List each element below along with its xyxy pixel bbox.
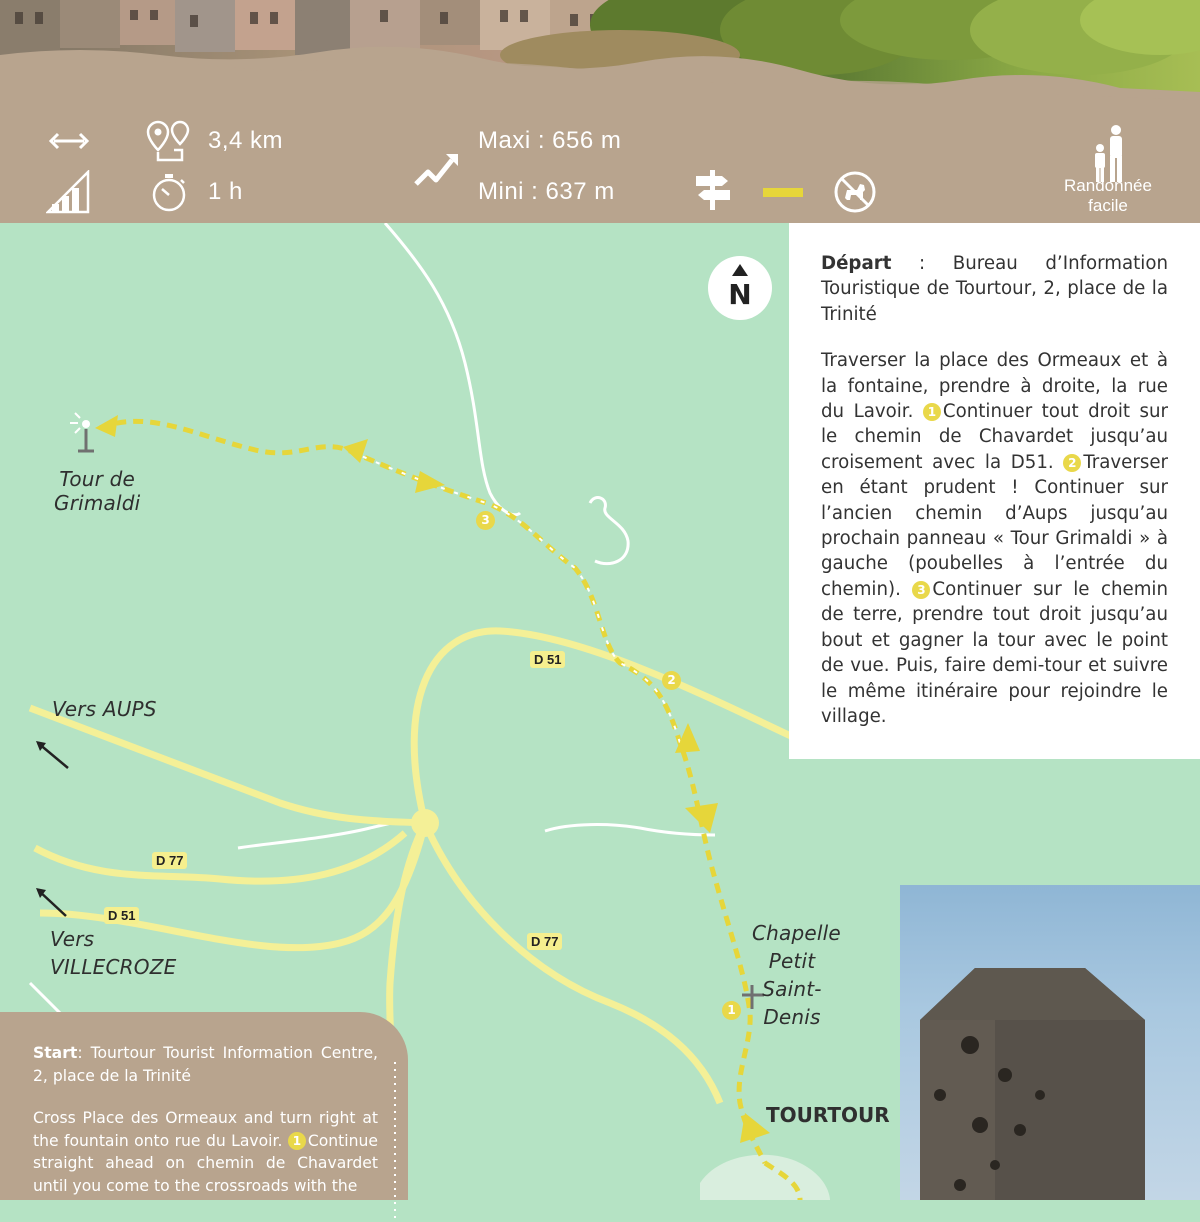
route-text-fr-3: Traverser en étant prudent ! Continuer sur l’ancien chemin d’Aups jusqu’au prochain panneau « Tour Grimaldi » à gauche (poubelles à l’entrée du chemin).	[821, 451, 1168, 600]
signpost-icon	[692, 168, 734, 212]
elevation-arrow-icon	[412, 150, 462, 190]
altitude-min: Mini : 637 m	[478, 178, 615, 205]
dotted-divider	[392, 1062, 398, 1222]
start-text-fr: : Bureau d’Information Touristique de Tourtour, 2, place de la Trinité	[821, 253, 1168, 325]
start-label-en: Start	[33, 1044, 78, 1062]
chapelle-line-1: Chapelle	[752, 921, 841, 945]
north-arrow	[708, 256, 772, 320]
route-text-fr-2: Continuer tout droit sur le chemin de Chavardet jusqu’au croisement avec la D51.	[821, 401, 1168, 473]
villecroze-label	[50, 925, 176, 981]
chapelle-line-2: Petit	[768, 949, 816, 973]
difficulty-line-2: facile	[1088, 196, 1128, 215]
north-label: N	[728, 278, 752, 311]
road-d77-west	[35, 833, 405, 881]
two-way-arrow-icon	[48, 130, 90, 152]
step-badge-2-fr: 2	[1063, 454, 1081, 472]
road-label-d51-north: D 51	[530, 651, 565, 668]
difficulty-line-1: Randonnée	[1064, 176, 1152, 195]
road-label-d77-west: D 77	[152, 852, 187, 869]
white-lane-north	[385, 223, 520, 515]
waypoint-2: 2	[662, 671, 681, 690]
route-arrow-1	[95, 415, 118, 437]
description-french	[789, 223, 1200, 759]
tour-grimaldi-photo	[900, 885, 1200, 1200]
chapelle-label	[752, 919, 841, 1031]
no-dogs-icon	[833, 170, 877, 214]
start-label-fr: Départ	[821, 253, 892, 274]
route-paragraph-en	[33, 1107, 378, 1197]
white-lane-loop	[590, 498, 628, 564]
route-inner-dashes	[350, 451, 680, 743]
villecroze-line-1: Vers	[50, 927, 95, 951]
route-text-fr-4: Continuer sur le chemin de terre, prendre tout droit jusqu’au bout et gagner la tour avec le point de vue. Puis, faire demi-tour et suivre le même itinéraire pour rejoindre le village.	[821, 578, 1168, 727]
road-d77-southeast	[425, 823, 720, 1103]
start-text-en: : Tourtour Tourist Information Centre, 2, place de la Trinité	[33, 1044, 378, 1085]
roundabout	[411, 809, 439, 837]
description-english	[0, 1012, 408, 1200]
signal-bars-icon	[46, 170, 90, 214]
duration-value: 1 h	[208, 178, 243, 205]
viewpoint-icon	[70, 413, 94, 451]
tourtour-label: TOURTOUR	[766, 1103, 890, 1127]
aups-label: Vers AUPS	[52, 697, 157, 721]
tour-label-line-1: Tour de	[59, 467, 136, 491]
villecroze-line-2: VILLECROZE	[50, 955, 177, 979]
stopwatch-icon	[150, 172, 188, 212]
distance-value: 3,4 km	[208, 127, 284, 154]
step-badge-1-fr: 1	[923, 403, 941, 421]
altitude-max: Maxi : 656 m	[478, 127, 622, 154]
start-paragraph-fr	[821, 251, 1168, 327]
route-paragraph-fr	[821, 348, 1168, 729]
road-to-aups	[30, 708, 425, 823]
tour-label-line-2: Grimaldi	[54, 491, 141, 515]
tour-grimaldi-label	[54, 467, 140, 515]
route-text-en-1: Cross Place des Ormeaux and turn right at the fountain onto rue du Lavoir.	[33, 1109, 378, 1150]
step-badge-1-en: 1	[288, 1132, 306, 1150]
road-label-d51-west: D 51	[104, 907, 139, 924]
hike-info-band	[0, 60, 1200, 223]
route-text-en-2: Continue straight ahead on chemin de Chavardet until you come to the crossroads with the	[33, 1131, 378, 1195]
tower-illustration	[900, 885, 1200, 1200]
route-arrow-3	[415, 471, 445, 493]
step-badge-3-fr: 3	[912, 581, 930, 599]
start-paragraph-en	[33, 1042, 378, 1087]
chapelle-line-3: Saint-	[762, 977, 822, 1001]
road-d51-north	[414, 631, 795, 823]
hikers-icon	[1090, 124, 1130, 184]
white-lane-east	[545, 825, 715, 835]
north-triangle-icon	[732, 264, 748, 276]
map-pin-route-icon	[146, 120, 192, 164]
route-arrow-5	[685, 803, 718, 833]
trail-marker-icon	[763, 188, 803, 197]
waypoint-3: 3	[476, 511, 495, 530]
difficulty-label	[1052, 176, 1164, 216]
route-text-fr-1: Traverser la place des Ormeaux et à la fontaine, prendre à droite, la rue du Lavoir.	[821, 350, 1168, 423]
chapelle-line-4: Denis	[763, 1005, 821, 1029]
waypoint-1: 1	[722, 1001, 741, 1020]
road-label-d77-mid: D 77	[527, 933, 562, 950]
